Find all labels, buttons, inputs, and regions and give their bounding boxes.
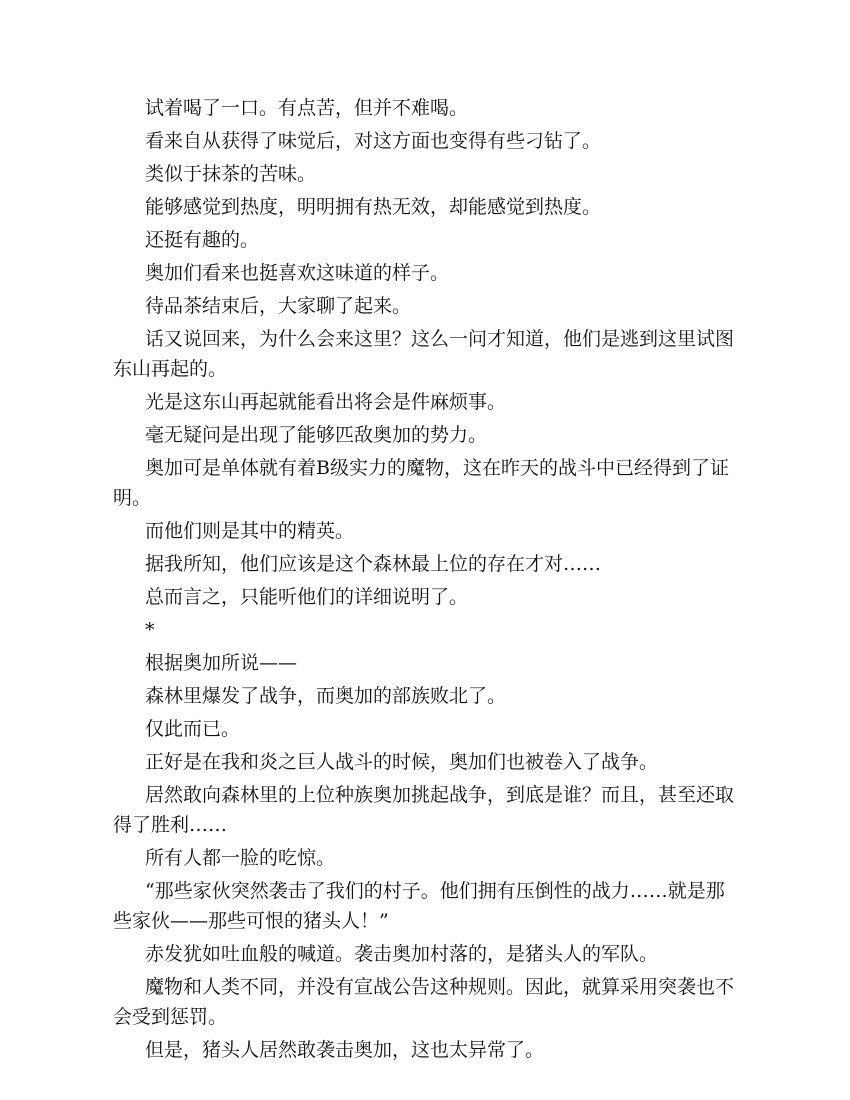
paragraph: 据我所知，他们应该是这个森林最上位的存在才对…… (145, 553, 602, 575)
paragraph: 奥加可是单体就有着B级实力的魔物，这在昨天的战斗中已经得到了证明。 (113, 457, 729, 509)
paragraph: 森林里爆发了战争，而奥加的部族败北了。 (145, 685, 507, 707)
paragraph: 但是，猪头人居然敢袭击奥加，这也太异常了。 (145, 1039, 545, 1061)
paragraph: 毫无疑问是出现了能够匹敌奥加的势力。 (145, 424, 488, 446)
paragraph: 赤发犹如吐血般的喊道。袭击奥加村落的，是猪头人的军队。 (145, 943, 659, 965)
paragraph: 根据奥加所说—— (145, 652, 298, 674)
paragraph: 总而言之，只能听他们的详细说明了。 (145, 586, 469, 608)
paragraph: 正好是在我和炎之巨人战斗的时候，奥加们也被卷入了战争。 (145, 751, 659, 773)
paragraph: 类似于抹茶的苦味。 (145, 163, 317, 185)
paragraph: 光是这东山再起就能看出将会是件麻烦事。 (145, 391, 507, 413)
section-separator: * (145, 619, 155, 641)
paragraph: 待品茶结束后，大家聊了起来。 (145, 295, 412, 317)
paragraph: “那些家伙突然袭击了我们的村子。他们拥有压倒性的战力……就是那些家伙——那些可恨的猪头人！” (113, 880, 725, 932)
paragraph: 所有人都一脸的吃惊。 (145, 847, 336, 869)
paragraph: 奥加们看来也挺喜欢这味道的样子。 (145, 262, 450, 284)
paragraph: 魔物和人类不同，并没有宣战公告这种规则。因此，就算采用突袭也不会受到惩罚。 (113, 976, 735, 1028)
paragraph: 还挺有趣的。 (145, 229, 260, 251)
paragraph: 话又说回来，为什么会来这里？这么一问才知道，他们是逃到这里试图东山再起的。 (113, 328, 735, 380)
paragraph: 居然敢向森林里的上位种族奥加挑起战争，到底是谁？而且，甚至还取得了胜利…… (113, 784, 735, 836)
paragraph: 看来自从获得了味觉后，对这方面也变得有些刁钻了。 (145, 130, 602, 152)
paragraph: 能够感觉到热度，明明拥有热无效，却能感觉到热度。 (145, 196, 602, 218)
paragraph: 试着喝了一口。有点苦，但并不难喝。 (145, 97, 469, 119)
paragraph: 仅此而已。 (145, 718, 241, 740)
paragraph: 而他们则是其中的精英。 (145, 520, 355, 542)
